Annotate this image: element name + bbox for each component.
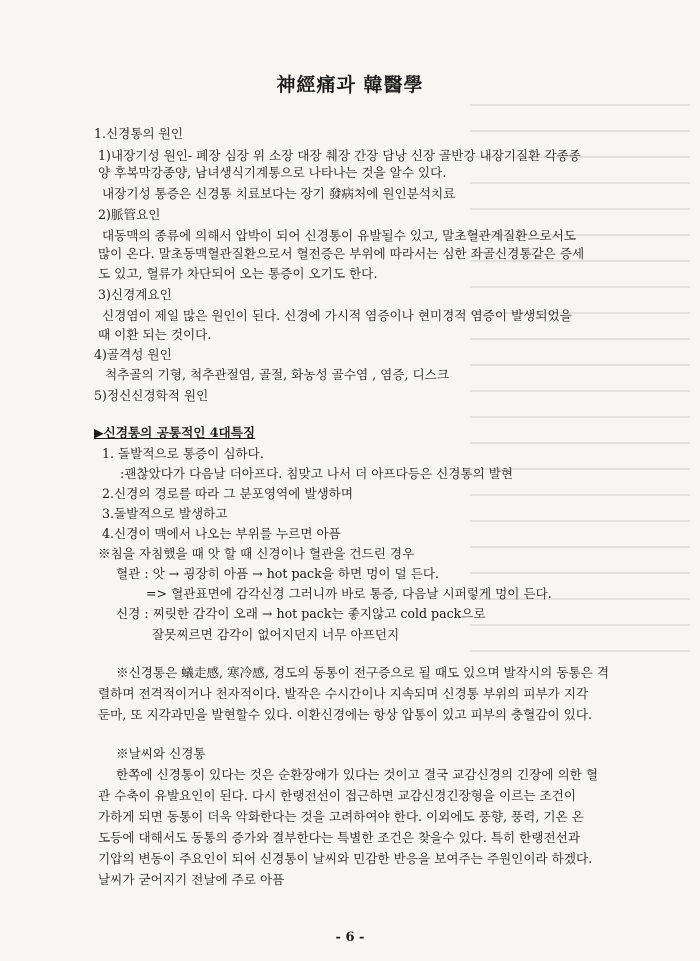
text-line: 내장기성 통증은 신경통 치료보다는 장기 發病처에 원인분석치료 (102, 186, 456, 201)
subheading: ※날씨와 신경통 (116, 746, 206, 761)
page-number: - 6 - (335, 930, 365, 945)
subheading: 3)신경계요인 (98, 287, 172, 302)
text-line: 혈관 : 앗 → 굉장히 아픔 → hot pack을 하면 멍이 덜 든다. (116, 566, 440, 581)
text-line: 양 후복막강종양, 남녀생식기계통으로 나타나는 것을 알수 있다. (98, 165, 447, 180)
text-line: :괜찮았다가 다음날 더아프다. 침맞고 나서 더 아프다등은 신경통의 발현 (120, 466, 514, 481)
text-line: 날씨가 굳어지기 전날에 주로 아픔 (98, 872, 285, 887)
text-line: 한쪽에 신경통이 있다는 것은 순환장애가 있다는 것이고 결국 교감신경의 긴장에 의한 혈 (116, 767, 598, 782)
subheading: 4)골격성 원인 (94, 347, 172, 362)
text-line: 기압의 변동이 주요인이 되어 신경통이 날씨와 민감한 반응을 보여주는 주원인이라 하겠다. (98, 851, 593, 866)
text-line: ※신경통은 蟻走感, 寒冷感, 경도의 동통이 전구증으로 될 때도 있으며 발작시의 동통은 격 (116, 665, 609, 680)
text-line: 4.신경이 맥에서 나오는 부위를 누르면 아픔 (102, 526, 341, 541)
text-line: 1)내장기성 원인- 폐장 심장 위 소장 대장 췌장 간장 담낭 신장 골반강 내장기질환 각종종 (98, 148, 581, 163)
text-line: 2.신경의 경로를 따라 그 분포영역에 발생하며 (102, 486, 354, 501)
text-line: 신경 : 찌릿한 감각이 오래 → hot pack는 좋지않고 cold pack으로 (116, 606, 486, 621)
text-line: 가하게 되면 동통이 더욱 악화한다는 것을 고려하여야 한다. 이외에도 풍향, 풍력, 기온 온 (98, 809, 584, 824)
text-line: 관 수축이 유발요인이 된다. 다시 한랭전선이 접근하면 교감신경긴장형을 이르는 조건이 (98, 788, 576, 803)
subheading: 5)정신신경학적 원인 (94, 388, 209, 403)
text-line: => 혈관표면에 감각신경 그러니까 바로 통증, 다음날 시퍼렇게 멍이 든다. (146, 586, 552, 601)
bleed-through-shadow (470, 80, 690, 700)
text-line: 척추골의 기형, 척추관절염, 골절, 화농성 골수염 , 염증, 디스크 (105, 367, 450, 382)
text-line: ※침을 자침했을 때 앗 할 때 신경이나 혈관을 건드린 경우 (98, 546, 415, 561)
text-line: 때 이환 되는 것이다. (98, 327, 212, 342)
text-line: 도등에 대해서도 동통의 증가와 결부한다는 특별한 조건은 찾을수 있다. 특히 한랭전선과 (98, 830, 580, 845)
text-line: 대동맥의 종류에 의해서 압박이 되어 신경통이 유발될수 있고, 말초혈관계질환으로서도 (102, 228, 576, 243)
feature-heading: ▶신경통의 공통적인 4대특징 (94, 425, 256, 440)
subheading: 2)脈管요인 (98, 207, 161, 222)
text-line: 둔마, 또 지각과민을 발현할수 있다. 이환신경에는 항상 압통이 있고 피부의 충혈감이 있다. (98, 707, 593, 722)
text-line: 렬하며 전격적이거나 천자적이다. 발작은 수시간이나 지속되며 신경통 부위의 피부가 지각 (98, 686, 589, 701)
page-title: 神經痛과 韓醫學 (276, 74, 424, 96)
text-line: 신경염이 제일 많은 원인이 된다. 신경에 가시적 염증이나 현미경적 염증이 발생되었을 (102, 308, 572, 323)
section-heading: 1.신경통의 원인 (94, 126, 184, 141)
text-line: 잘못찌르면 감각이 없어지던지 너무 아프던지 (152, 627, 400, 642)
text-line: 1. 돌발적으로 통증이 심하다. (102, 446, 264, 461)
text-line: 도 있고, 혈류가 차단되어 오는 통증이 오기도 한다. (98, 266, 378, 281)
text-line: 3.돌발적으로 발생하고 (102, 506, 228, 521)
text-line: 많이 온다. 말초동맥혈관질환으로서 혈전증은 부위에 따라서는 심한 좌골신경통같은 증세 (98, 246, 585, 261)
